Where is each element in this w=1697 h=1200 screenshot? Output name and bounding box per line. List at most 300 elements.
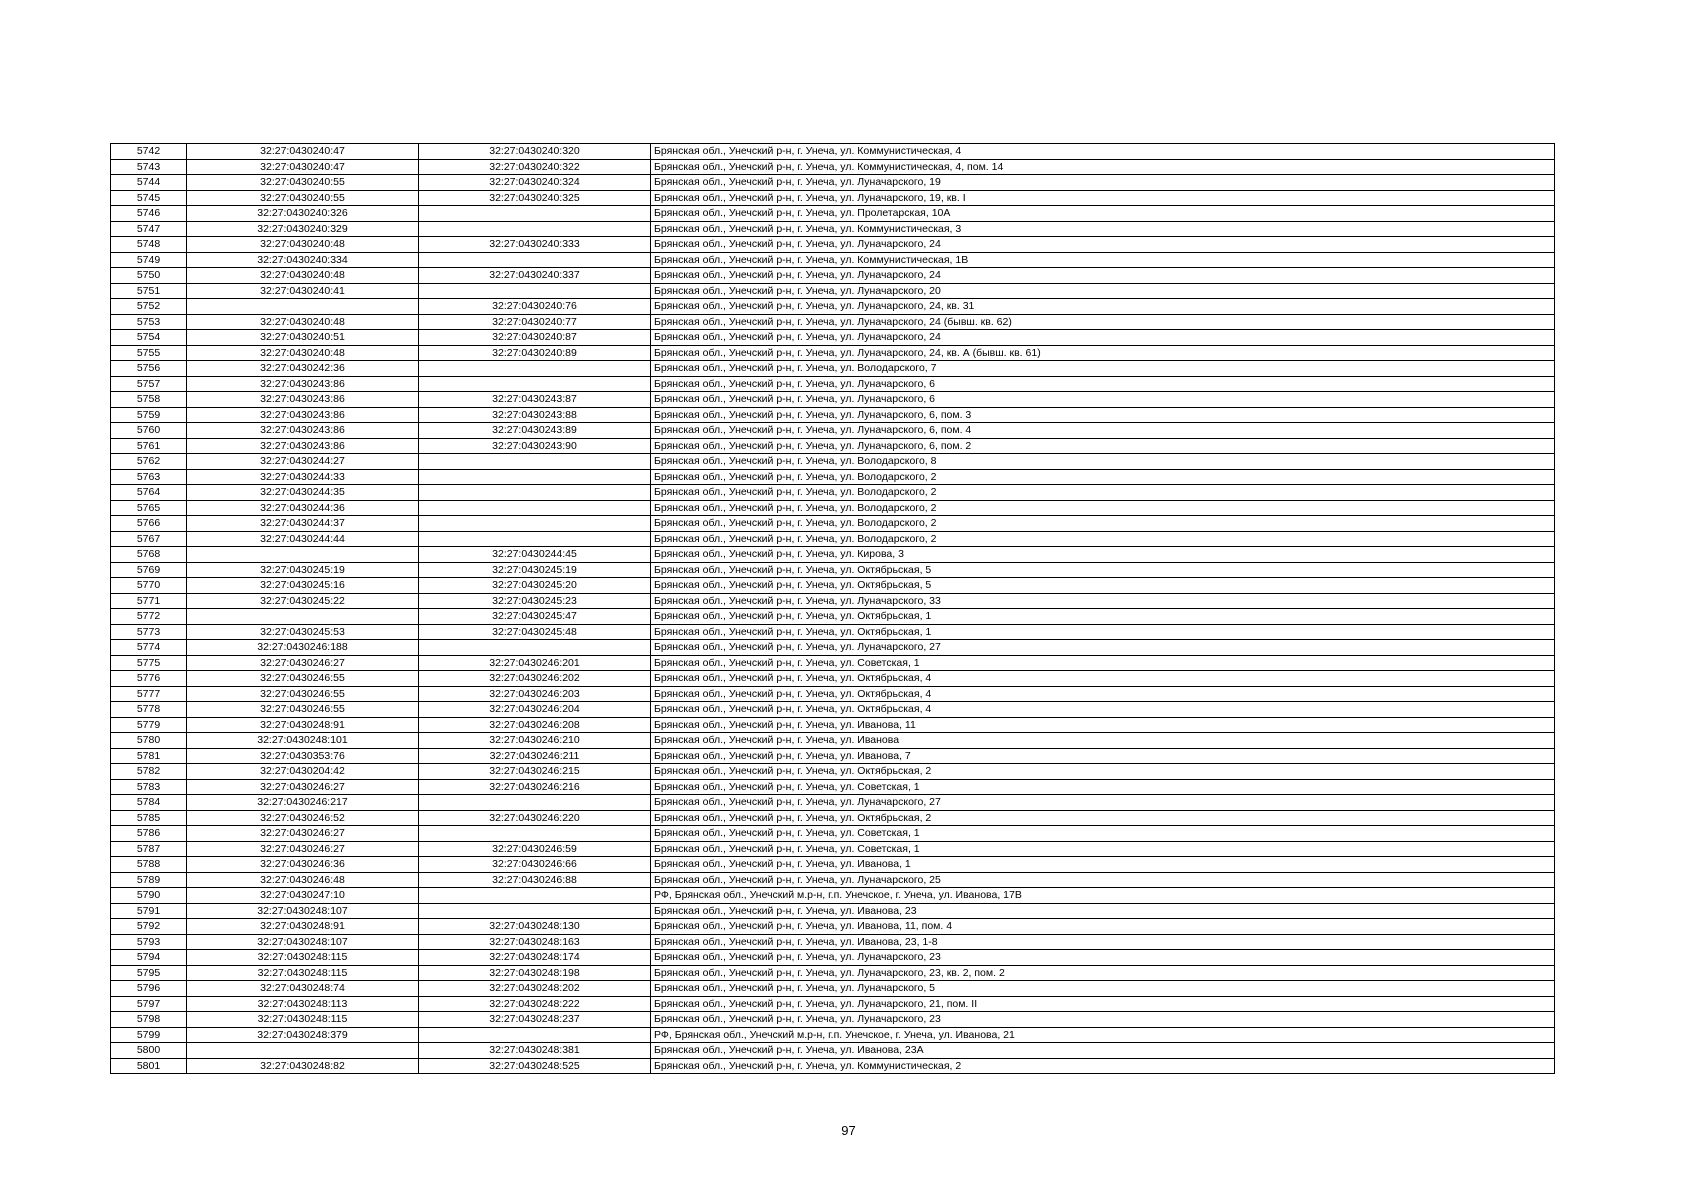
- row-number-cell: 5778: [111, 702, 187, 718]
- cadastral-number-cell: 32:27:0430246:204: [419, 702, 651, 718]
- cadastral-parent-cell: 32:27:0430240:41: [187, 283, 419, 299]
- address-cell: Брянская обл., Унечский р-н, г. Унеча, ул. Иванова, 11: [651, 717, 1555, 733]
- row-number-cell: 5769: [111, 562, 187, 578]
- table-row: [111, 965, 1555, 981]
- cadastral-number-cell: [419, 454, 651, 470]
- row-number-cell: 5759: [111, 407, 187, 423]
- address-cell: Брянская обл., Унечский р-н, г. Унеча, ул. Коммунистическая, 4: [651, 144, 1555, 160]
- registry-table: [110, 143, 1555, 1074]
- row-number-cell: 5764: [111, 485, 187, 501]
- cadastral-parent-cell: 32:27:0430248:91: [187, 919, 419, 935]
- table-row: [111, 624, 1555, 640]
- table-row: [111, 593, 1555, 609]
- table-row: [111, 764, 1555, 780]
- cadastral-parent-cell: 32:27:0430246:52: [187, 810, 419, 826]
- address-cell: Брянская обл., Унечский р-н, г. Унеча, ул. Октябрьская, 1: [651, 609, 1555, 625]
- row-number-cell: 5748: [111, 237, 187, 253]
- cadastral-parent-cell: 32:27:0430246:55: [187, 686, 419, 702]
- table-row: [111, 500, 1555, 516]
- address-cell: Брянская обл., Унечский р-н, г. Унеча, ул. Иванова, 23, 1-8: [651, 934, 1555, 950]
- cadastral-number-cell: 32:27:0430240:322: [419, 159, 651, 175]
- cadastral-number-cell: 32:27:0430240:76: [419, 299, 651, 315]
- cadastral-number-cell: 32:27:0430245:48: [419, 624, 651, 640]
- cadastral-parent-cell: 32:27:0430248:115: [187, 1012, 419, 1028]
- table-row: [111, 175, 1555, 191]
- address-cell: Брянская обл., Унечский р-н, г. Унеча, ул. Луначарского, 19: [651, 175, 1555, 191]
- row-number-cell: 5787: [111, 841, 187, 857]
- cadastral-number-cell: 32:27:0430240:77: [419, 314, 651, 330]
- table-row: [111, 469, 1555, 485]
- address-cell: Брянская обл., Унечский р-н, г. Унеча, ул. Иванова, 23А: [651, 1043, 1555, 1059]
- address-cell: Брянская обл., Унечский р-н, г. Унеча, ул. Иванова, 7: [651, 748, 1555, 764]
- row-number-cell: 5775: [111, 655, 187, 671]
- cadastral-number-cell: 32:27:0430240:325: [419, 190, 651, 206]
- address-cell: Брянская обл., Унечский р-н, г. Унеча, ул. Октябрьская, 1: [651, 624, 1555, 640]
- cadastral-parent-cell: 32:27:0430248:107: [187, 934, 419, 950]
- cadastral-number-cell: 32:27:0430246:210: [419, 733, 651, 749]
- cadastral-parent-cell: 32:27:0430245:53: [187, 624, 419, 640]
- cadastral-number-cell: 32:27:0430246:88: [419, 872, 651, 888]
- cadastral-parent-cell: 32:27:0430248:113: [187, 996, 419, 1012]
- address-cell: Брянская обл., Унечский р-н, г. Унеча, ул. Советская, 1: [651, 655, 1555, 671]
- cadastral-parent-cell: 32:27:0430244:36: [187, 500, 419, 516]
- address-cell: Брянская обл., Унечский р-н, г. Унеча, ул. Володарского, 2: [651, 516, 1555, 532]
- row-number-cell: 5752: [111, 299, 187, 315]
- cadastral-number-cell: [419, 221, 651, 237]
- cadastral-parent-cell: 32:27:0430244:44: [187, 531, 419, 547]
- cadastral-number-cell: 32:27:0430248:130: [419, 919, 651, 935]
- cadastral-number-cell: 32:27:0430248:163: [419, 934, 651, 950]
- cadastral-parent-cell: 32:27:0430248:379: [187, 1027, 419, 1043]
- row-number-cell: 5751: [111, 283, 187, 299]
- table-row: [111, 609, 1555, 625]
- table-row: [111, 888, 1555, 904]
- cadastral-number-cell: 32:27:0430243:90: [419, 438, 651, 454]
- row-number-cell: 5762: [111, 454, 187, 470]
- address-cell: Брянская обл., Унечский р-н, г. Унеча, ул. Луначарского, 6, пом. 3: [651, 407, 1555, 423]
- row-number-cell: 5767: [111, 531, 187, 547]
- row-number-cell: 5796: [111, 981, 187, 997]
- address-cell: Брянская обл., Унечский р-н, г. Унеча, ул. Луначарского, 24, кв. А (бывш. кв. 61): [651, 345, 1555, 361]
- cadastral-number-cell: [419, 888, 651, 904]
- table-row: [111, 237, 1555, 253]
- cadastral-parent-cell: 32:27:0430244:37: [187, 516, 419, 532]
- cadastral-parent-cell: [187, 609, 419, 625]
- address-cell: Брянская обл., Унечский р-н, г. Унеча, ул. Октябрьская, 2: [651, 764, 1555, 780]
- table-row: [111, 361, 1555, 377]
- table-row: [111, 826, 1555, 842]
- cadastral-parent-cell: 32:27:0430240:329: [187, 221, 419, 237]
- row-number-cell: 5784: [111, 795, 187, 811]
- address-cell: Брянская обл., Унечский р-н, г. Унеча, ул. Октябрьская, 4: [651, 686, 1555, 702]
- table-row: [111, 1058, 1555, 1074]
- cadastral-parent-cell: 32:27:0430248:101: [187, 733, 419, 749]
- row-number-cell: 5766: [111, 516, 187, 532]
- row-number-cell: 5799: [111, 1027, 187, 1043]
- table-row: [111, 671, 1555, 687]
- cadastral-number-cell: 32:27:0430246:208: [419, 717, 651, 733]
- cadastral-parent-cell: 32:27:0430244:33: [187, 469, 419, 485]
- cadastral-number-cell: 32:27:0430248:381: [419, 1043, 651, 1059]
- cadastral-parent-cell: 32:27:0430243:86: [187, 376, 419, 392]
- table-row: [111, 841, 1555, 857]
- table-row: [111, 206, 1555, 222]
- row-number-cell: 5776: [111, 671, 187, 687]
- cadastral-number-cell: 32:27:0430246:216: [419, 779, 651, 795]
- cadastral-parent-cell: 32:27:0430243:86: [187, 407, 419, 423]
- address-cell: Брянская обл., Унечский р-н, г. Унеча, ул. Луначарского, 6, пом. 4: [651, 423, 1555, 439]
- cadastral-number-cell: 32:27:0430246:202: [419, 671, 651, 687]
- table-row: [111, 640, 1555, 656]
- row-number-cell: 5742: [111, 144, 187, 160]
- cadastral-number-cell: 32:27:0430248:525: [419, 1058, 651, 1074]
- row-number-cell: 5786: [111, 826, 187, 842]
- table-row: [111, 299, 1555, 315]
- table-row: [111, 454, 1555, 470]
- cadastral-number-cell: [419, 1027, 651, 1043]
- table-row: [111, 996, 1555, 1012]
- address-cell: Брянская обл., Унечский р-н, г. Унеча, ул. Володарского, 7: [651, 361, 1555, 377]
- cadastral-parent-cell: 32:27:0430246:48: [187, 872, 419, 888]
- cadastral-number-cell: [419, 469, 651, 485]
- cadastral-number-cell: [419, 485, 651, 501]
- cadastral-number-cell: 32:27:0430248:222: [419, 996, 651, 1012]
- cadastral-parent-cell: 32:27:0430244:35: [187, 485, 419, 501]
- address-cell: Брянская обл., Унечский р-н, г. Унеча, ул. Иванова, 11, пом. 4: [651, 919, 1555, 935]
- cadastral-parent-cell: 32:27:0430242:36: [187, 361, 419, 377]
- cadastral-parent-cell: 32:27:0430246:27: [187, 841, 419, 857]
- cadastral-number-cell: [419, 283, 651, 299]
- table-row: [111, 330, 1555, 346]
- row-number-cell: 5754: [111, 330, 187, 346]
- row-number-cell: 5793: [111, 934, 187, 950]
- address-cell: Брянская обл., Унечский р-н, г. Унеча, ул. Луначарского, 24 (бывш. кв. 62): [651, 314, 1555, 330]
- table-row: [111, 190, 1555, 206]
- address-cell: Брянская обл., Унечский р-н, г. Унеча, ул. Иванова, 1: [651, 857, 1555, 873]
- table-row: [111, 562, 1555, 578]
- cadastral-parent-cell: 32:27:0430245:16: [187, 578, 419, 594]
- row-number-cell: 5753: [111, 314, 187, 330]
- table-row: [111, 686, 1555, 702]
- cadastral-number-cell: 32:27:0430246:59: [419, 841, 651, 857]
- cadastral-number-cell: 32:27:0430243:88: [419, 407, 651, 423]
- cadastral-number-cell: [419, 361, 651, 377]
- address-cell: Брянская обл., Унечский р-н, г. Унеча, ул. Луначарского, 24: [651, 237, 1555, 253]
- table-row: [111, 531, 1555, 547]
- address-cell: Брянская обл., Унечский р-н, г. Унеча, ул. Советская, 1: [651, 826, 1555, 842]
- address-cell: Брянская обл., Унечский р-н, г. Унеча, ул. Луначарского, 23: [651, 950, 1555, 966]
- table-row: [111, 268, 1555, 284]
- cadastral-parent-cell: 32:27:0430246:55: [187, 702, 419, 718]
- row-number-cell: 5782: [111, 764, 187, 780]
- table-row: [111, 423, 1555, 439]
- cadastral-number-cell: 32:27:0430248:198: [419, 965, 651, 981]
- row-number-cell: 5757: [111, 376, 187, 392]
- address-cell: Брянская обл., Унечский р-н, г. Унеча, ул. Октябрьская, 5: [651, 578, 1555, 594]
- row-number-cell: 5785: [111, 810, 187, 826]
- table-row: [111, 919, 1555, 935]
- cadastral-number-cell: 32:27:0430245:20: [419, 578, 651, 594]
- table-row: [111, 779, 1555, 795]
- address-cell: Брянская обл., Унечский р-н, г. Унеча, ул. Советская, 1: [651, 841, 1555, 857]
- table-row: [111, 314, 1555, 330]
- cadastral-parent-cell: 32:27:0430248:91: [187, 717, 419, 733]
- row-number-cell: 5788: [111, 857, 187, 873]
- table-row: [111, 578, 1555, 594]
- cadastral-number-cell: 32:27:0430245:19: [419, 562, 651, 578]
- address-cell: Брянская обл., Унечский р-н, г. Унеча, ул. Луначарского, 24: [651, 330, 1555, 346]
- cadastral-number-cell: 32:27:0430240:320: [419, 144, 651, 160]
- address-cell: Брянская обл., Унечский р-н, г. Унеча, ул. Луначарского, 6: [651, 392, 1555, 408]
- row-number-cell: 5761: [111, 438, 187, 454]
- row-number-cell: 5792: [111, 919, 187, 935]
- address-cell: Брянская обл., Унечский р-н, г. Унеча, ул. Володарского, 2: [651, 500, 1555, 516]
- cadastral-number-cell: 32:27:0430246:201: [419, 655, 651, 671]
- address-cell: Брянская обл., Унечский р-н, г. Унеча, ул. Володарского, 8: [651, 454, 1555, 470]
- table-row: [111, 252, 1555, 268]
- table-row: [111, 733, 1555, 749]
- row-number-cell: 5773: [111, 624, 187, 640]
- cadastral-number-cell: 32:27:0430243:87: [419, 392, 651, 408]
- row-number-cell: 5744: [111, 175, 187, 191]
- table-row: [111, 1012, 1555, 1028]
- address-cell: Брянская обл., Унечский р-н, г. Унеча, ул. Пролетарская, 10А: [651, 206, 1555, 222]
- address-cell: Брянская обл., Унечский р-н, г. Унеча, ул. Луначарского, 23, кв. 2, пом. 2: [651, 965, 1555, 981]
- address-cell: Брянская обл., Унечский р-н, г. Унеча, ул. Луначарского, 20: [651, 283, 1555, 299]
- cadastral-parent-cell: 32:27:0430240:48: [187, 237, 419, 253]
- address-cell: Брянская обл., Унечский р-н, г. Унеча, ул. Коммунистическая, 1В: [651, 252, 1555, 268]
- cadastral-number-cell: [419, 500, 651, 516]
- address-cell: Брянская обл., Унечский р-н, г. Унеча, ул. Советская, 1: [651, 779, 1555, 795]
- address-cell: Брянская обл., Унечский р-н, г. Унеча, ул. Октябрьская, 5: [651, 562, 1555, 578]
- cadastral-parent-cell: 32:27:0430244:27: [187, 454, 419, 470]
- row-number-cell: 5801: [111, 1058, 187, 1074]
- table-row: [111, 144, 1555, 160]
- cadastral-number-cell: 32:27:0430240:337: [419, 268, 651, 284]
- address-cell: РФ, Брянская обл., Унечский м.р-н, г.п. Унечское, г. Унеча, ул. Иванова, 21: [651, 1027, 1555, 1043]
- address-cell: Брянская обл., Унечский р-н, г. Унеча, ул. Луначарского, 33: [651, 593, 1555, 609]
- row-number-cell: 5750: [111, 268, 187, 284]
- address-cell: Брянская обл., Унечский р-н, г. Унеча, ул. Коммунистическая, 4, пом. 14: [651, 159, 1555, 175]
- table-row: [111, 283, 1555, 299]
- table-row: [111, 810, 1555, 826]
- row-number-cell: 5770: [111, 578, 187, 594]
- cadastral-number-cell: 32:27:0430244:45: [419, 547, 651, 563]
- address-cell: Брянская обл., Унечский р-н, г. Унеча, ул. Луначарского, 27: [651, 640, 1555, 656]
- table-row: [111, 857, 1555, 873]
- table-row: [111, 485, 1555, 501]
- cadastral-parent-cell: 32:27:0430240:55: [187, 190, 419, 206]
- row-number-cell: 5758: [111, 392, 187, 408]
- row-number-cell: 5795: [111, 965, 187, 981]
- cadastral-parent-cell: 32:27:0430246:188: [187, 640, 419, 656]
- row-number-cell: 5791: [111, 903, 187, 919]
- cadastral-parent-cell: 32:27:0430240:334: [187, 252, 419, 268]
- address-cell: Брянская обл., Унечский р-н, г. Унеча, ул. Луначарского, 23: [651, 1012, 1555, 1028]
- cadastral-number-cell: 32:27:0430248:202: [419, 981, 651, 997]
- cadastral-number-cell: 32:27:0430245:23: [419, 593, 651, 609]
- address-cell: РФ, Брянская обл., Унечский м.р-н, г.п. Унечское, г. Унеча, ул. Иванова, 17В: [651, 888, 1555, 904]
- address-cell: Брянская обл., Унечский р-н, г. Унеча, ул. Луначарского, 24, кв. 31: [651, 299, 1555, 315]
- table-row: [111, 376, 1555, 392]
- cadastral-number-cell: 32:27:0430246:203: [419, 686, 651, 702]
- address-cell: Брянская обл., Унечский р-н, г. Унеча, ул. Коммунистическая, 2: [651, 1058, 1555, 1074]
- cadastral-number-cell: 32:27:0430246:211: [419, 748, 651, 764]
- cadastral-number-cell: 32:27:0430240:333: [419, 237, 651, 253]
- row-number-cell: 5763: [111, 469, 187, 485]
- row-number-cell: 5747: [111, 221, 187, 237]
- cadastral-parent-cell: 32:27:0430240:51: [187, 330, 419, 346]
- row-number-cell: 5777: [111, 686, 187, 702]
- cadastral-parent-cell: 32:27:0430240:48: [187, 314, 419, 330]
- table-row: [111, 903, 1555, 919]
- table-row: [111, 438, 1555, 454]
- address-cell: Брянская обл., Унечский р-н, г. Унеча, ул. Кирова, 3: [651, 547, 1555, 563]
- cadastral-parent-cell: [187, 547, 419, 563]
- cadastral-parent-cell: 32:27:0430246:36: [187, 857, 419, 873]
- table-row: [111, 934, 1555, 950]
- cadastral-parent-cell: 32:27:0430246:27: [187, 826, 419, 842]
- address-cell: Брянская обл., Унечский р-н, г. Унеча, ул. Иванова, 23: [651, 903, 1555, 919]
- table-row: [111, 1027, 1555, 1043]
- row-number-cell: 5760: [111, 423, 187, 439]
- cadastral-number-cell: 32:27:0430240:324: [419, 175, 651, 191]
- row-number-cell: 5780: [111, 733, 187, 749]
- row-number-cell: 5768: [111, 547, 187, 563]
- cadastral-number-cell: [419, 252, 651, 268]
- cadastral-number-cell: [419, 531, 651, 547]
- cadastral-parent-cell: 32:27:0430243:86: [187, 423, 419, 439]
- address-cell: Брянская обл., Унечский р-н, г. Унеча, ул. Володарского, 2: [651, 485, 1555, 501]
- table-row: [111, 547, 1555, 563]
- address-cell: Брянская обл., Унечский р-н, г. Унеча, ул. Октябрьская, 4: [651, 702, 1555, 718]
- cadastral-parent-cell: 32:27:0430240:48: [187, 268, 419, 284]
- cadastral-parent-cell: 32:27:0430248:115: [187, 965, 419, 981]
- table-row: [111, 1043, 1555, 1059]
- row-number-cell: 5779: [111, 717, 187, 733]
- cadastral-parent-cell: 32:27:0430240:326: [187, 206, 419, 222]
- cadastral-number-cell: 32:27:0430246:220: [419, 810, 651, 826]
- cadastral-parent-cell: 32:27:0430245:19: [187, 562, 419, 578]
- row-number-cell: 5743: [111, 159, 187, 175]
- table-row: [111, 981, 1555, 997]
- table-row: [111, 748, 1555, 764]
- cadastral-number-cell: [419, 795, 651, 811]
- table-row: [111, 950, 1555, 966]
- cadastral-parent-cell: 32:27:0430240:47: [187, 159, 419, 175]
- cadastral-parent-cell: 32:27:0430240:47: [187, 144, 419, 160]
- cadastral-parent-cell: 32:27:0430247:10: [187, 888, 419, 904]
- address-cell: Брянская обл., Унечский р-н, г. Унеча, ул. Коммунистическая, 3: [651, 221, 1555, 237]
- cadastral-number-cell: [419, 826, 651, 842]
- row-number-cell: 5794: [111, 950, 187, 966]
- cadastral-parent-cell: 32:27:0430240:48: [187, 345, 419, 361]
- cadastral-parent-cell: 32:27:0430246:217: [187, 795, 419, 811]
- cadastral-parent-cell: 32:27:0430248:107: [187, 903, 419, 919]
- table-row: [111, 872, 1555, 888]
- cadastral-parent-cell: 32:27:0430245:22: [187, 593, 419, 609]
- row-number-cell: 5783: [111, 779, 187, 795]
- cadastral-number-cell: 32:27:0430248:174: [419, 950, 651, 966]
- row-number-cell: 5789: [111, 872, 187, 888]
- cadastral-number-cell: 32:27:0430240:89: [419, 345, 651, 361]
- table-row: [111, 345, 1555, 361]
- row-number-cell: 5746: [111, 206, 187, 222]
- cadastral-parent-cell: 32:27:0430246:55: [187, 671, 419, 687]
- cadastral-number-cell: 32:27:0430246:66: [419, 857, 651, 873]
- table-row: [111, 516, 1555, 532]
- address-cell: Брянская обл., Унечский р-н, г. Унеча, ул. Луначарского, 5: [651, 981, 1555, 997]
- row-number-cell: 5765: [111, 500, 187, 516]
- address-cell: Брянская обл., Унечский р-н, г. Унеча, ул. Октябрьская, 4: [651, 671, 1555, 687]
- row-number-cell: 5771: [111, 593, 187, 609]
- row-number-cell: 5790: [111, 888, 187, 904]
- table-row: [111, 717, 1555, 733]
- table-row: [111, 655, 1555, 671]
- row-number-cell: 5756: [111, 361, 187, 377]
- address-cell: Брянская обл., Унечский р-н, г. Унеча, ул. Володарского, 2: [651, 469, 1555, 485]
- address-cell: Брянская обл., Унечский р-н, г. Унеча, ул. Луначарского, 21, пом. II: [651, 996, 1555, 1012]
- cadastral-number-cell: [419, 376, 651, 392]
- table-row: [111, 407, 1555, 423]
- cadastral-parent-cell: 32:27:0430246:27: [187, 779, 419, 795]
- cadastral-parent-cell: [187, 1043, 419, 1059]
- address-cell: Брянская обл., Унечский р-н, г. Унеча, ул. Иванова: [651, 733, 1555, 749]
- cadastral-parent-cell: 32:27:0430240:55: [187, 175, 419, 191]
- table-row: [111, 159, 1555, 175]
- row-number-cell: 5781: [111, 748, 187, 764]
- page-number: 97: [841, 1123, 856, 1138]
- address-cell: Брянская обл., Унечский р-н, г. Унеча, ул. Луначарского, 24: [651, 268, 1555, 284]
- table-row: [111, 221, 1555, 237]
- cadastral-parent-cell: [187, 299, 419, 315]
- table-row: [111, 392, 1555, 408]
- cadastral-number-cell: [419, 206, 651, 222]
- cadastral-number-cell: [419, 640, 651, 656]
- cadastral-number-cell: 32:27:0430248:237: [419, 1012, 651, 1028]
- cadastral-number-cell: 32:27:0430240:87: [419, 330, 651, 346]
- row-number-cell: 5745: [111, 190, 187, 206]
- row-number-cell: 5797: [111, 996, 187, 1012]
- address-cell: Брянская обл., Унечский р-н, г. Унеча, ул. Луначарского, 6, пом. 2: [651, 438, 1555, 454]
- cadastral-number-cell: 32:27:0430243:89: [419, 423, 651, 439]
- address-cell: Брянская обл., Унечский р-н, г. Унеча, ул. Октябрьская, 2: [651, 810, 1555, 826]
- row-number-cell: 5798: [111, 1012, 187, 1028]
- cadastral-parent-cell: 32:27:0430353:76: [187, 748, 419, 764]
- cadastral-parent-cell: 32:27:0430243:86: [187, 438, 419, 454]
- address-cell: Брянская обл., Унечский р-н, г. Унеча, ул. Луначарского, 25: [651, 872, 1555, 888]
- row-number-cell: 5774: [111, 640, 187, 656]
- cadastral-parent-cell: 32:27:0430248:82: [187, 1058, 419, 1074]
- row-number-cell: 5800: [111, 1043, 187, 1059]
- cadastral-number-cell: 32:27:0430246:215: [419, 764, 651, 780]
- table-row: [111, 702, 1555, 718]
- cadastral-parent-cell: 32:27:0430248:74: [187, 981, 419, 997]
- address-cell: Брянская обл., Унечский р-н, г. Унеча, ул. Луначарского, 27: [651, 795, 1555, 811]
- registry-table-body: [111, 144, 1555, 1074]
- cadastral-parent-cell: 32:27:0430246:27: [187, 655, 419, 671]
- cadastral-parent-cell: 32:27:0430243:86: [187, 392, 419, 408]
- address-cell: Брянская обл., Унечский р-н, г. Унеча, ул. Луначарского, 19, кв. I: [651, 190, 1555, 206]
- address-cell: Брянская обл., Унечский р-н, г. Унеча, ул. Луначарского, 6: [651, 376, 1555, 392]
- table-row: [111, 795, 1555, 811]
- row-number-cell: 5772: [111, 609, 187, 625]
- row-number-cell: 5755: [111, 345, 187, 361]
- cadastral-number-cell: [419, 516, 651, 532]
- cadastral-number-cell: [419, 903, 651, 919]
- cadastral-parent-cell: 32:27:0430204:42: [187, 764, 419, 780]
- cadastral-parent-cell: 32:27:0430248:115: [187, 950, 419, 966]
